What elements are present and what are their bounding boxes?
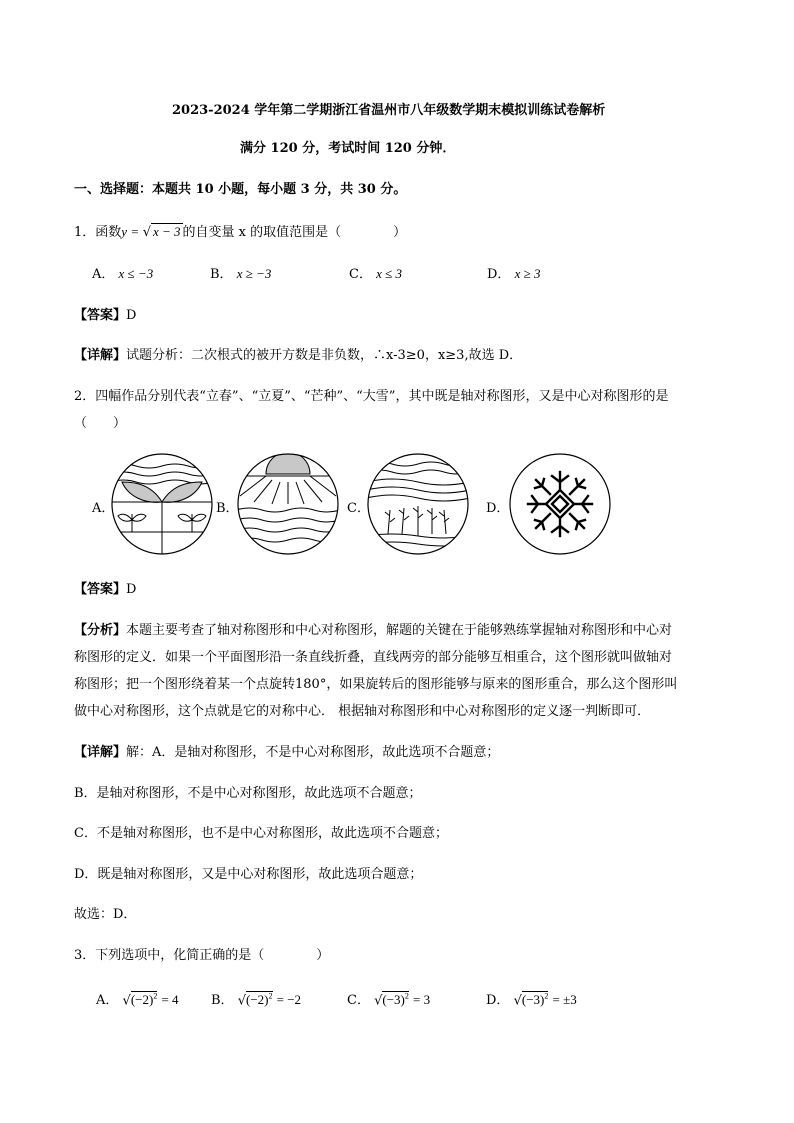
- q3-option-b: B． $√(-2)^2 = -2$: [211, 991, 302, 1008]
- q3-option-d: D． $√(-3)^2 = \pm 3$: [486, 991, 577, 1008]
- q1-detail: 【详解】试题分析：二次根式的被开方数是非负数，∴x-3≥0，x≥3,故选 D．: [74, 348, 523, 363]
- q2-conclusion: 故选：D．: [74, 907, 137, 922]
- question-3-stem: 3．下列选项中，化简正确的是（ ）: [74, 948, 330, 963]
- q1-func-y: y: [121, 224, 128, 239]
- document-subtitle: 满分 120 分，考试时间 120 分钟．: [240, 141, 456, 156]
- q2-analysis-line4: 做中心对称图形，这个点就是它的对称中心． 根据轴对称图形和中心对称图形的定义逐一判断即可．: [74, 704, 651, 719]
- q2-detail-a: 【详解】解：A．是轴对称图形，不是中心对称图形，故此选项不合题意；: [74, 745, 500, 760]
- q1-prefix: 1．函数: [74, 225, 122, 240]
- q1-eq: =: [131, 224, 139, 239]
- q1-option-a: A． x ≤ −3: [92, 266, 154, 282]
- q1-suffix: 的自变量 x 的取值范围是（ ）: [182, 225, 407, 240]
- q1-answer: 【答案】D: [74, 308, 137, 323]
- q2-detail-c: C．不是轴对称图形，也不是中心对称图形，故此选项不合题意；: [74, 826, 448, 841]
- q1-option-d: D． x ≥ 3: [487, 266, 541, 282]
- document-title: 2023-2024 学年第二学期浙江省温州市八年级数学期末模拟训练试卷解析: [172, 103, 606, 118]
- section-heading: 一、选择题：本题共 10 小题，每小题 3 分，共 30 分。: [74, 182, 407, 197]
- question-1-stem: [74, 221, 406, 240]
- fig-label-b: B．: [216, 501, 239, 516]
- q1-option-c: C． x ≤ 3: [349, 266, 402, 282]
- question-2-stem-cont: （ ）: [74, 416, 127, 431]
- q2-detail-d: D．既是轴对称图形，又是中心对称图形，故此选项合题意；: [74, 867, 423, 882]
- q1-radicand: x − 3: [152, 224, 181, 239]
- q2-answer: 【答案】D: [74, 582, 137, 597]
- question-2-stem: 2．四幅作品分别代表“立春”、“立夏”、“芒种”、“大雪”，其中既是轴对称图形，又是中心对称图形的是: [74, 389, 669, 404]
- figure-d-snowflake: [508, 452, 612, 556]
- q2-detail-b: B．是轴对称图形，不是中心对称图形，故此选项不合题意；: [74, 786, 422, 801]
- q2-analysis-line1: 【分析】本题主要考查了轴对称图形和中心对称图形，解题的关键在于能够熟练掌握轴对称图形和中心对: [74, 623, 673, 638]
- figure-c-mangzhong: [366, 452, 470, 556]
- q1-sqrt: √ x − 3: [142, 224, 181, 240]
- figure-b-lixia: [236, 452, 340, 556]
- figure-a-lichun: [110, 452, 214, 556]
- q3-option-c: C． $√(-3)^2 = 3$: [347, 991, 431, 1008]
- fig-label-c: C．: [347, 501, 370, 516]
- q2-analysis-line3: 称图形；把一个图形绕着某一个点旋转180°，如果旋转后的图形能够与原来的图形重合，那么这个图形叫: [74, 677, 678, 692]
- q1-option-b: B． x ≥ −3: [210, 266, 272, 282]
- q3-option-a: A． $√(-2)^2 = 4$: [96, 991, 179, 1008]
- fig-label-d: D．: [486, 501, 510, 516]
- q2-analysis-line2: 称图形的定义．如果一个平面图形沿一条直线折叠，直线两旁的部分能够互相重合，这个图形就叫做轴对: [74, 650, 673, 665]
- fig-label-a: A．: [92, 501, 115, 516]
